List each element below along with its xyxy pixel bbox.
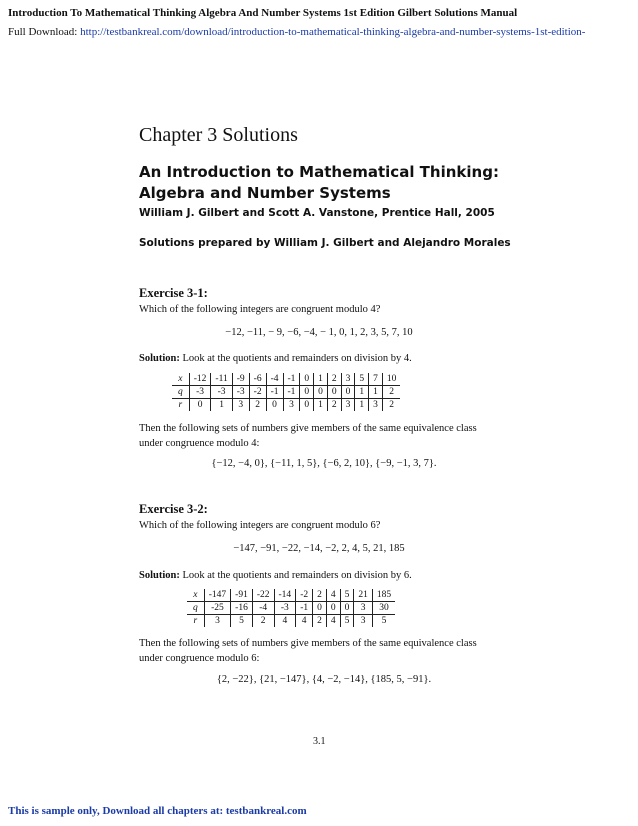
solution-label: Solution:	[139, 353, 180, 364]
table-cell: -12	[189, 373, 211, 386]
exercise-question: Which of the following integers are congruent modulo 6?	[139, 520, 381, 531]
prepared-by: Solutions prepared by William J. Gilbert and Alejandro Morales	[139, 237, 511, 249]
solution-line	[139, 570, 412, 581]
conclusion-line: under congruence modulo 6:	[139, 653, 260, 664]
table-cell: -2	[249, 386, 266, 399]
row-label: r	[193, 616, 198, 626]
table-row	[187, 615, 395, 628]
conclusion-line: Then the following sets of numbers give members of the same equivalence class	[139, 638, 477, 649]
table-cell: 3	[204, 615, 230, 628]
table-cell: 2	[313, 589, 327, 602]
table-cell: -11	[211, 373, 232, 386]
table-cell: -1	[283, 386, 300, 399]
table-cell: 3	[232, 399, 249, 412]
table-cell: 0	[189, 399, 211, 412]
table-cell: 2	[382, 386, 400, 399]
table-cell: -2	[296, 589, 313, 602]
conclusion-line: under congruence modulo 4:	[139, 438, 260, 449]
table-cell: 0	[300, 373, 314, 386]
table-cell: 2	[327, 373, 341, 386]
row-label: q	[187, 602, 204, 615]
authors: William J. Gilbert and Scott A. Vanstone, Prentice Hall, 2005	[139, 207, 495, 219]
solution-label: Solution:	[139, 570, 180, 581]
table-cell: -4	[252, 602, 274, 615]
table-cell: 0	[313, 602, 327, 615]
table-cell: 2	[313, 615, 327, 628]
table-cell: 3	[341, 373, 355, 386]
table-cell: -4	[266, 373, 283, 386]
table-cell: -91	[231, 589, 253, 602]
download-link[interactable]: http://testbankreal.com/download/introduction-to-mathematical-thinking-algebra-and-number-systems-1st-edition-	[80, 26, 586, 38]
table-cell: 7	[369, 373, 383, 386]
table-cell: -16	[231, 602, 253, 615]
download-prefix: Full Download:	[8, 26, 81, 38]
page-number: 3.1	[313, 736, 326, 747]
division-table	[187, 589, 395, 627]
download-line	[8, 23, 638, 42]
table-cell: 5	[231, 615, 253, 628]
table-cell: -6	[249, 373, 266, 386]
table-row	[187, 602, 395, 615]
table-cell: 4	[326, 589, 340, 602]
table-cell: 3	[283, 399, 300, 412]
table-cell: 0	[326, 602, 340, 615]
conclusion-text	[139, 636, 509, 666]
table-cell: 0	[266, 399, 283, 412]
table-cell: 5	[355, 373, 369, 386]
table-cell: 3	[341, 399, 355, 412]
integer-list: −147, −91, −22, −14, −2, 2, 4, 5, 21, 185	[233, 543, 405, 554]
division-table	[172, 373, 400, 411]
equivalence-classes: {−12, −4, 0}, {−11, 1, 5}, {−6, 2, 10}, {−9, −1, 3, 7}.	[211, 458, 437, 469]
table-cell: 1	[355, 399, 369, 412]
table-cell: 21	[354, 589, 373, 602]
table-cell: 185	[372, 589, 395, 602]
row-label: x	[172, 373, 189, 386]
table-cell: 4	[296, 615, 313, 628]
table-cell: 2	[252, 615, 274, 628]
table-cell: 1	[211, 399, 232, 412]
table-cell: 1	[369, 386, 383, 399]
book-title-line1: An Introduction to Mathematical Thinking:	[139, 163, 499, 181]
table-cell: 1	[314, 399, 328, 412]
table-cell: 5	[340, 589, 354, 602]
table-cell: -1	[296, 602, 313, 615]
table-row	[187, 589, 395, 602]
table-cell: 30	[372, 602, 395, 615]
table-cell: 0	[341, 386, 355, 399]
footer-notice[interactable]: This is sample only, Download all chapters at: testbankreal.com	[8, 805, 307, 817]
table-cell: 3	[369, 399, 383, 412]
chapter-title: Chapter 3 Solutions	[139, 124, 298, 146]
table-cell: 3	[354, 602, 373, 615]
table-cell: -3	[189, 386, 211, 399]
book-title	[139, 162, 539, 204]
table-cell: 1	[355, 386, 369, 399]
table-cell: 1	[314, 373, 328, 386]
equivalence-classes: {2, −22}, {21, −147}, {4, −2, −14}, {185, 5, −91}.	[216, 674, 432, 685]
exercise-question: Which of the following integers are congruent modulo 4?	[139, 304, 381, 315]
table-cell: -147	[204, 589, 230, 602]
solution-text: Look at the quotients and remainders on division by 4.	[179, 353, 412, 364]
table-cell: 0	[327, 386, 341, 399]
table-cell: -3	[211, 386, 232, 399]
table-cell: -3	[274, 602, 296, 615]
top-banner	[8, 4, 638, 42]
table-cell: 5	[340, 615, 354, 628]
table-cell: 2	[327, 399, 341, 412]
table-cell: -22	[252, 589, 274, 602]
table-cell: -1	[266, 386, 283, 399]
conclusion-line: Then the following sets of numbers give members of the same equivalence class	[139, 423, 477, 434]
row-label: q	[172, 386, 189, 399]
book-title-line2: Algebra and Number Systems	[139, 184, 391, 202]
table-cell: 0	[340, 602, 354, 615]
table-row	[172, 373, 400, 386]
table-cell: 4	[326, 615, 340, 628]
row-label: x	[187, 589, 204, 602]
conclusion-text	[139, 421, 509, 451]
table-cell: -3	[232, 386, 249, 399]
table-cell: 4	[274, 615, 296, 628]
exercise-heading: Exercise 3-2:	[139, 502, 208, 516]
table-cell: 5	[372, 615, 395, 628]
table-cell: 3	[354, 615, 373, 628]
table-cell: 0	[314, 386, 328, 399]
table-cell: -14	[274, 589, 296, 602]
table-cell: 0	[300, 399, 314, 412]
solution-text: Look at the quotients and remainders on division by 6.	[179, 570, 412, 581]
table-cell: 2	[382, 399, 400, 412]
table-row	[172, 399, 400, 412]
integer-list: −12, −11, − 9, −6, −4, − 1, 0, 1, 2, 3, 5, 7, 10	[225, 327, 413, 338]
table-cell: -9	[232, 373, 249, 386]
table-cell: -1	[283, 373, 300, 386]
solution-line	[139, 353, 412, 364]
row-label: r	[178, 400, 183, 410]
table-cell: -25	[204, 602, 230, 615]
table-cell: 0	[300, 386, 314, 399]
banner-title: Introduction To Mathematical Thinking Algebra And Number Systems 1st Edition Gilbert Solutions Manual	[8, 7, 518, 19]
table-row	[172, 386, 400, 399]
table-cell: 2	[249, 399, 266, 412]
exercise-heading: Exercise 3-1:	[139, 286, 208, 300]
table-cell: 10	[382, 373, 400, 386]
